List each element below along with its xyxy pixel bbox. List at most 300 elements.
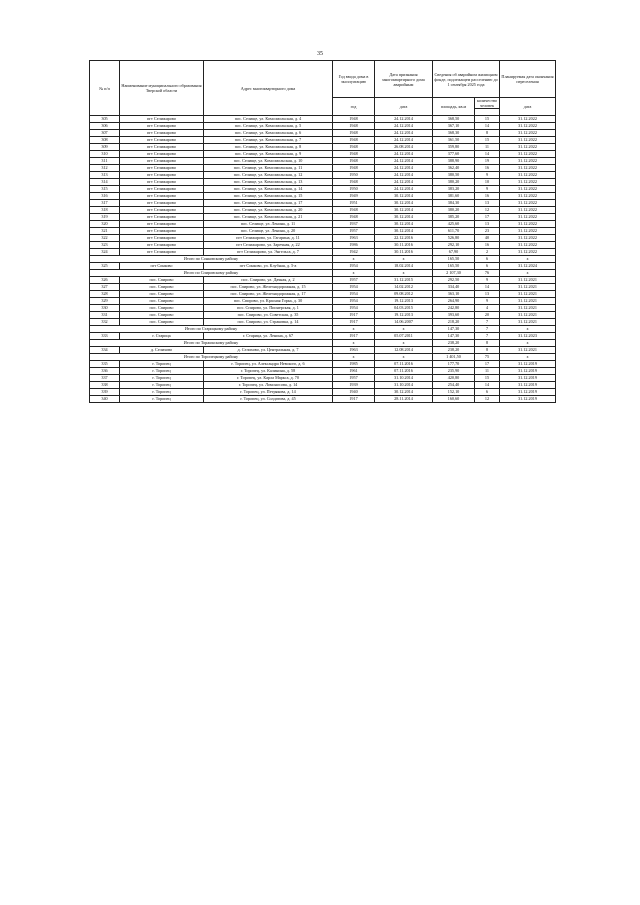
date-cell: 09.08.2012 — [375, 291, 433, 298]
row-number-cell: 332 — [90, 319, 120, 326]
col-year-header: Год ввода дома в эксплуатацию — [333, 61, 375, 98]
deadline-cell: 31.12.2022 — [500, 165, 556, 172]
deadline-cell: 31.12.2022 — [500, 200, 556, 207]
date-cell: 22.12.2016 — [375, 235, 433, 242]
address-cell: пос. Селище, ул. Комсомольская, д. 4 — [204, 116, 333, 123]
deadline-cell: 31.12.2021 — [500, 291, 556, 298]
people-cell: 15 — [475, 116, 500, 123]
date-cell: 24.12.2014 — [375, 116, 433, 123]
table-row — [90, 116, 556, 123]
area-cell: 380,20 — [433, 207, 475, 214]
municipality-cell: д. Селихово — [120, 347, 204, 354]
deadline-cell: 31.12.2022 — [500, 144, 556, 151]
row-number-cell: 311 — [90, 158, 120, 165]
col-num-header: № п/п — [90, 61, 120, 116]
area-cell: 393,60 — [433, 312, 475, 319]
address-cell: пос. Селище, ул. Комсомольская, д. 8 — [204, 144, 333, 151]
area-cell: 377,60 — [433, 151, 475, 158]
people-cell: 7 — [475, 326, 500, 333]
address-cell: пгт Сонково, ул. Клубная, д. 5-а — [204, 263, 333, 270]
area-cell: 367,10 — [433, 123, 475, 130]
date-cell: 30.11.2016 — [375, 249, 433, 256]
col-date-subheader: дата — [375, 98, 433, 116]
address-cell: пос. Селище, ул. Комсомольская, д. 9 — [204, 151, 333, 158]
year-cell: x — [333, 256, 375, 263]
area-cell: 381,60 — [433, 193, 475, 200]
table-row — [90, 375, 556, 382]
municipality-cell: пгт Селижарово — [120, 165, 204, 172]
date-cell: 30.12.2014 — [375, 214, 433, 221]
people-cell: 9 — [475, 298, 500, 305]
deadline-cell: 31.12.2021 — [500, 312, 556, 319]
area-cell: 238,20 — [433, 340, 475, 347]
table-row — [90, 137, 556, 144]
address-cell: пос. Селище, ул. Комсомольская, д. 6 — [204, 130, 333, 137]
date-cell: 30.12.2014 — [375, 228, 433, 235]
date-cell: 31.10.2014 — [375, 382, 433, 389]
people-cell: 14 — [475, 123, 500, 130]
year-cell: 1954 — [333, 291, 375, 298]
address-cell: пос. Спирово, ул. Пионерская, д. 1 — [204, 305, 333, 312]
area-cell: 380,20 — [433, 179, 475, 186]
people-cell: 11 — [475, 368, 500, 375]
address-cell: пос. Селище, ул. Комсомольская, д. 13 — [204, 179, 333, 186]
people-cell: 6 — [475, 389, 500, 396]
date-cell: x — [375, 340, 433, 347]
row-number-cell: 334 — [90, 347, 120, 354]
municipality-cell: г. Торопец — [120, 389, 204, 396]
subtotal-label: Итого по Торопецкому району — [90, 354, 333, 361]
row-number-cell: 326 — [90, 277, 120, 284]
address-cell: пос. Спирово, ул. Железнодорожная, д. 17 — [204, 291, 333, 298]
people-cell: 15 — [475, 137, 500, 144]
people-cell: 16 — [475, 165, 500, 172]
table-row — [90, 305, 556, 312]
col-info-header: Сведения об аварийном жилищном фонде, подлежащем расселению до 1 сентября 2025 года — [433, 61, 500, 98]
date-cell: 05.07.2011 — [375, 333, 433, 340]
row-number-cell: 339 — [90, 389, 120, 396]
people-cell: 13 — [475, 291, 500, 298]
date-cell: 30.12.2014 — [375, 200, 433, 207]
deadline-cell: 31.12.2019 — [500, 382, 556, 389]
date-cell: 19.12.2013 — [375, 312, 433, 319]
deadline-cell: 31.12.2021 — [500, 277, 556, 284]
deadline-cell: 31.12.2024 — [500, 263, 556, 270]
people-cell: 14 — [475, 151, 500, 158]
row-number-cell: 307 — [90, 130, 120, 137]
municipality-cell: пгт Селижарово — [120, 249, 204, 256]
people-cell: 9 — [475, 172, 500, 179]
address-cell: пос. Селище, ул. Комсомольская, д. 5 — [204, 123, 333, 130]
address-cell: пгт Селижарово, ул. Энгельса, д. 7 — [204, 249, 333, 256]
year-cell: 1948 — [333, 151, 375, 158]
date-cell: 07.11.2016 — [375, 361, 433, 368]
people-cell: 14 — [475, 382, 500, 389]
row-number-cell: 335 — [90, 361, 120, 368]
housing-table — [89, 60, 556, 403]
row-number-cell: 329 — [90, 298, 120, 305]
table-row — [90, 333, 556, 340]
area-cell: 384,30 — [433, 200, 475, 207]
area-cell: 361,50 — [433, 137, 475, 144]
deadline-cell: 31.12.2021 — [500, 347, 556, 354]
year-cell: 1948 — [333, 130, 375, 137]
subtotal-label: Итого по Спировскому району — [90, 270, 333, 277]
col-municipality-header: Наименование муниципального образования Тверской области — [120, 61, 204, 116]
date-cell: 24.12.2014 — [375, 186, 433, 193]
people-cell: 12 — [475, 207, 500, 214]
col-year-subheader: год — [333, 98, 375, 116]
area-cell: 235,90 — [433, 368, 475, 375]
year-cell: 1949 — [333, 193, 375, 200]
address-cell: г. Старица, ул. Ленина, д. 67 — [204, 333, 333, 340]
area-cell: 334,40 — [433, 284, 475, 291]
year-cell: 1950 — [333, 172, 375, 179]
address-cell: пос. Спирово, ул. Дачная, д. 2 — [204, 277, 333, 284]
date-cell: 30.12.2014 — [375, 193, 433, 200]
people-cell: 13 — [475, 221, 500, 228]
date-cell: x — [375, 256, 433, 263]
address-cell: пос. Спирово, ул. Страковка, д. 14 — [204, 319, 333, 326]
area-cell: 388,90 — [433, 158, 475, 165]
deadline-cell: x — [500, 326, 556, 333]
deadline-cell: 31.12.2022 — [500, 158, 556, 165]
address-cell: пос. Спирово, ул. Советская, д. 35 — [204, 312, 333, 319]
people-cell: 8 — [475, 130, 500, 137]
area-cell: 67,90 — [433, 249, 475, 256]
year-cell: 1986 — [333, 242, 375, 249]
table-row — [90, 179, 556, 186]
area-cell: 363,10 — [433, 291, 475, 298]
area-cell: 165,50 — [433, 256, 475, 263]
deadline-cell: 31.12.2022 — [500, 207, 556, 214]
table-header — [90, 61, 556, 116]
table-row — [90, 319, 556, 326]
municipality-cell: пос. Спирово — [120, 312, 204, 319]
address-cell: пос. Селище, ул. Ленина, д. 11 — [204, 221, 333, 228]
table-row — [90, 263, 556, 270]
area-cell: 420,80 — [433, 375, 475, 382]
municipality-cell: пгт Сонково — [120, 263, 204, 270]
deadline-cell: 31.12.2021 — [500, 284, 556, 291]
municipality-cell: г. Старица — [120, 333, 204, 340]
table-row — [90, 221, 556, 228]
area-cell: 362,40 — [433, 165, 475, 172]
municipality-cell: пгт Селижарово — [120, 151, 204, 158]
deadline-cell: 31.12.2022 — [500, 214, 556, 221]
date-cell: 07.11.2016 — [375, 368, 433, 375]
area-cell: 177,70 — [433, 361, 475, 368]
people-cell: 9 — [475, 277, 500, 284]
deadline-cell: 31.12.2021 — [500, 319, 556, 326]
year-cell: 1948 — [333, 137, 375, 144]
deadline-cell: 31.12.2022 — [500, 249, 556, 256]
year-cell: 1948 — [333, 123, 375, 130]
date-cell: 31.10.2014 — [375, 375, 433, 382]
table-row — [90, 382, 556, 389]
year-cell: 1917 — [333, 333, 375, 340]
municipality-cell: пос. Спирово — [120, 291, 204, 298]
municipality-cell: пос. Спирово — [120, 277, 204, 284]
area-cell: 160,60 — [433, 396, 475, 403]
deadline-cell: 31.12.2022 — [500, 151, 556, 158]
row-number-cell: 336 — [90, 368, 120, 375]
date-cell: 30.12.2014 — [375, 207, 433, 214]
deadline-cell: 31.12.2022 — [500, 123, 556, 130]
subtotal-label: Итого по Сонковскому району — [90, 256, 333, 263]
people-cell: 17 — [475, 361, 500, 368]
area-cell: 147,30 — [433, 333, 475, 340]
date-cell: x — [375, 326, 433, 333]
table-row — [90, 291, 556, 298]
subtotal-label: Итого по Старицкому району — [90, 326, 333, 333]
address-cell: пос. Селище, ул. Комсомольская, д. 20 — [204, 207, 333, 214]
year-cell: 1950 — [333, 186, 375, 193]
deadline-cell: 31.12.2019 — [500, 361, 556, 368]
area-cell: 611,70 — [433, 228, 475, 235]
date-cell: 24.12.2014 — [375, 123, 433, 130]
subtotal-row — [90, 354, 556, 361]
col-people-subheader-cont — [475, 109, 500, 116]
municipality-cell: пгт Селижарово — [120, 193, 204, 200]
table-row — [90, 144, 556, 151]
deadline-cell: x — [500, 256, 556, 263]
date-cell: 30.12.2014 — [375, 221, 433, 228]
address-cell: д. Селихово, ул. Центральная, д. 7 — [204, 347, 333, 354]
deadline-cell: 31.12.2021 — [500, 305, 556, 312]
deadline-cell: 31.12.2019 — [500, 375, 556, 382]
municipality-cell: г. Торопец — [120, 396, 204, 403]
table-row — [90, 368, 556, 375]
municipality-cell: г. Торопец — [120, 382, 204, 389]
date-cell: 24.12.2014 — [375, 137, 433, 144]
area-cell: 254,40 — [433, 382, 475, 389]
date-cell: 24.12.2014 — [375, 179, 433, 186]
area-cell: 242,80 — [433, 305, 475, 312]
address-cell: г. Торопец, ул. Солдатова, д. 45 — [204, 396, 333, 403]
area-cell: 147,30 — [433, 326, 475, 333]
year-cell: 1957 — [333, 375, 375, 382]
date-cell: 14.06.2007 — [375, 319, 433, 326]
area-cell: 526,80 — [433, 235, 475, 242]
municipality-cell: пгт Селижарово — [120, 235, 204, 242]
deadline-cell: 31.12.2022 — [500, 116, 556, 123]
subtotal-row — [90, 256, 556, 263]
address-cell: пгт Селижарово, ул. Заречная, д. 22 — [204, 242, 333, 249]
area-cell: 264,90 — [433, 298, 475, 305]
table-row — [90, 298, 556, 305]
date-cell: 31.12.2015 — [375, 277, 433, 284]
table-row — [90, 158, 556, 165]
year-cell: 1948 — [333, 116, 375, 123]
table-row — [90, 228, 556, 235]
address-cell: пос. Селище, ул. Комсомольская, д. 7 — [204, 137, 333, 144]
people-cell: 75 — [475, 354, 500, 361]
col-deadline-subheader: дата — [500, 98, 556, 116]
deadline-cell: 31.12.2019 — [500, 368, 556, 375]
address-cell: пос. Селище, ул. Комсомольская, д. 11 — [204, 165, 333, 172]
table-row — [90, 186, 556, 193]
table-row — [90, 123, 556, 130]
subtotal-label: Итого по Торжокскому району — [90, 340, 333, 347]
col-area-subheader: площадь, кв.м — [433, 98, 475, 116]
date-cell: x — [375, 354, 433, 361]
year-cell: 1957 — [333, 228, 375, 235]
year-cell: 1963 — [333, 235, 375, 242]
municipality-cell: пгт Селижарово — [120, 179, 204, 186]
date-cell: 24.12.2014 — [375, 172, 433, 179]
date-cell: 30.12.2014 — [375, 389, 433, 396]
people-cell: 7 — [475, 319, 500, 326]
subtotal-row — [90, 270, 556, 277]
table-row — [90, 389, 556, 396]
people-cell: 40 — [475, 235, 500, 242]
area-cell: 385,20 — [433, 214, 475, 221]
date-cell: 26.08.2014 — [375, 144, 433, 151]
row-number-cell: 306 — [90, 123, 120, 130]
year-cell: x — [333, 326, 375, 333]
people-cell: 16 — [475, 193, 500, 200]
address-cell: г. Торопец, ул. Ломоносова, д. 14 — [204, 382, 333, 389]
table-row — [90, 284, 556, 291]
municipality-cell: пгт Селижарово — [120, 242, 204, 249]
municipality-cell: пгт Селижарово — [120, 186, 204, 193]
row-number-cell: 322 — [90, 235, 120, 242]
area-cell: 368,50 — [433, 116, 475, 123]
deadline-cell: 31.12.2022 — [500, 228, 556, 235]
people-cell: 16 — [475, 242, 500, 249]
row-number-cell: 318 — [90, 207, 120, 214]
col-deadline-header: Планируемая дата окончания переселения — [500, 61, 556, 98]
people-cell: 76 — [475, 270, 500, 277]
table-row — [90, 200, 556, 207]
date-cell: x — [375, 270, 433, 277]
year-cell: 1963 — [333, 347, 375, 354]
row-number-cell: 315 — [90, 186, 120, 193]
table-row — [90, 214, 556, 221]
table-row — [90, 347, 556, 354]
area-cell: 292,10 — [433, 242, 475, 249]
municipality-cell: пгт Селижарово — [120, 200, 204, 207]
municipality-cell: пос. Спирово — [120, 319, 204, 326]
table-row — [90, 361, 556, 368]
row-number-cell: 321 — [90, 228, 120, 235]
row-number-cell: 333 — [90, 333, 120, 340]
row-number-cell: 340 — [90, 396, 120, 403]
people-cell: 17 — [475, 214, 500, 221]
date-cell: 19.12.2013 — [375, 298, 433, 305]
year-cell: 1985 — [333, 361, 375, 368]
year-cell: 1954 — [333, 263, 375, 270]
address-cell: г. Торопец, ул. Калинина, д. 58 — [204, 368, 333, 375]
people-cell: 20 — [475, 312, 500, 319]
address-cell: пос. Спирово, ул. Железнодорожная, д. 15 — [204, 284, 333, 291]
deadline-cell: 31.12.2023 — [500, 333, 556, 340]
municipality-cell: г. Торопец — [120, 361, 204, 368]
row-number-cell: 310 — [90, 151, 120, 158]
area-cell: 292,50 — [433, 277, 475, 284]
deadline-cell: x — [500, 340, 556, 347]
people-cell: 4 — [475, 305, 500, 312]
table-row — [90, 312, 556, 319]
row-number-cell: 320 — [90, 221, 120, 228]
year-cell: 1948 — [333, 165, 375, 172]
people-cell: 13 — [475, 200, 500, 207]
deadline-cell: 31.12.2022 — [500, 186, 556, 193]
municipality-cell: пгт Селижарово — [120, 158, 204, 165]
table-row — [90, 207, 556, 214]
people-cell: 23 — [475, 228, 500, 235]
row-number-cell: 331 — [90, 312, 120, 319]
area-cell: 238,20 — [433, 347, 475, 354]
area-cell: 425,60 — [433, 221, 475, 228]
people-cell: 10 — [475, 179, 500, 186]
row-number-cell: 328 — [90, 291, 120, 298]
row-number-cell: 313 — [90, 172, 120, 179]
year-cell: 1940 — [333, 389, 375, 396]
year-cell: 1948 — [333, 207, 375, 214]
municipality-cell: пгт Селижарово — [120, 123, 204, 130]
municipality-cell: г. Торопец — [120, 375, 204, 382]
row-number-cell: 316 — [90, 193, 120, 200]
address-cell: пос. Селище, ул. Комсомольская, д. 21 — [204, 214, 333, 221]
year-cell: 1948 — [333, 179, 375, 186]
people-cell: 19 — [475, 158, 500, 165]
area-cell: 380,50 — [433, 172, 475, 179]
municipality-cell: пос. Спирово — [120, 284, 204, 291]
address-cell: пос. Селище, ул. Комсомольская, д. 12 — [204, 172, 333, 179]
table-row — [90, 235, 556, 242]
deadline-cell: 31.12.2022 — [500, 179, 556, 186]
year-cell: 1917 — [333, 319, 375, 326]
municipality-cell: пгт Селижарово — [120, 214, 204, 221]
date-cell: 14.02.2012 — [375, 284, 433, 291]
address-cell: г. Торопец, ул. Карла Маркса, д. 70 — [204, 375, 333, 382]
people-cell: 7 — [475, 333, 500, 340]
deadline-cell: 31.12.2022 — [500, 221, 556, 228]
year-cell: x — [333, 270, 375, 277]
municipality-cell: пгт Селижарово — [120, 137, 204, 144]
year-cell: 1937 — [333, 221, 375, 228]
table-row — [90, 130, 556, 137]
address-cell: пос. Селище, ул. Комсомольская, д. 14 — [204, 186, 333, 193]
deadline-cell: 31.12.2021 — [500, 298, 556, 305]
people-cell: 12 — [475, 396, 500, 403]
table-row — [90, 242, 556, 249]
year-cell: 1954 — [333, 305, 375, 312]
year-cell: 1948 — [333, 144, 375, 151]
row-number-cell: 312 — [90, 165, 120, 172]
col-recognition-header: Дата признания многоквартирного дома аварийным — [375, 61, 433, 98]
year-cell: 1942 — [333, 249, 375, 256]
address-cell: пос. Спирово, ул. Красная Горка, д. 30 — [204, 298, 333, 305]
area-cell: 1 401,50 — [433, 354, 475, 361]
row-number-cell: 308 — [90, 137, 120, 144]
year-cell: 1961 — [333, 368, 375, 375]
area-cell: 368,30 — [433, 130, 475, 137]
municipality-cell: пгт Селижарово — [120, 130, 204, 137]
municipality-cell: пгт Селижарово — [120, 207, 204, 214]
row-number-cell: 338 — [90, 382, 120, 389]
table-row — [90, 193, 556, 200]
area-cell: 165,50 — [433, 263, 475, 270]
municipality-cell: пгт Селижарово — [120, 228, 204, 235]
municipality-cell: пгт Селижарово — [120, 172, 204, 179]
area-cell: 2 107,30 — [433, 270, 475, 277]
address-cell: г. Торопец, ул. Петрякова, д. 14 — [204, 389, 333, 396]
deadline-cell: 31.12.2022 — [500, 235, 556, 242]
year-cell: 1948 — [333, 158, 375, 165]
